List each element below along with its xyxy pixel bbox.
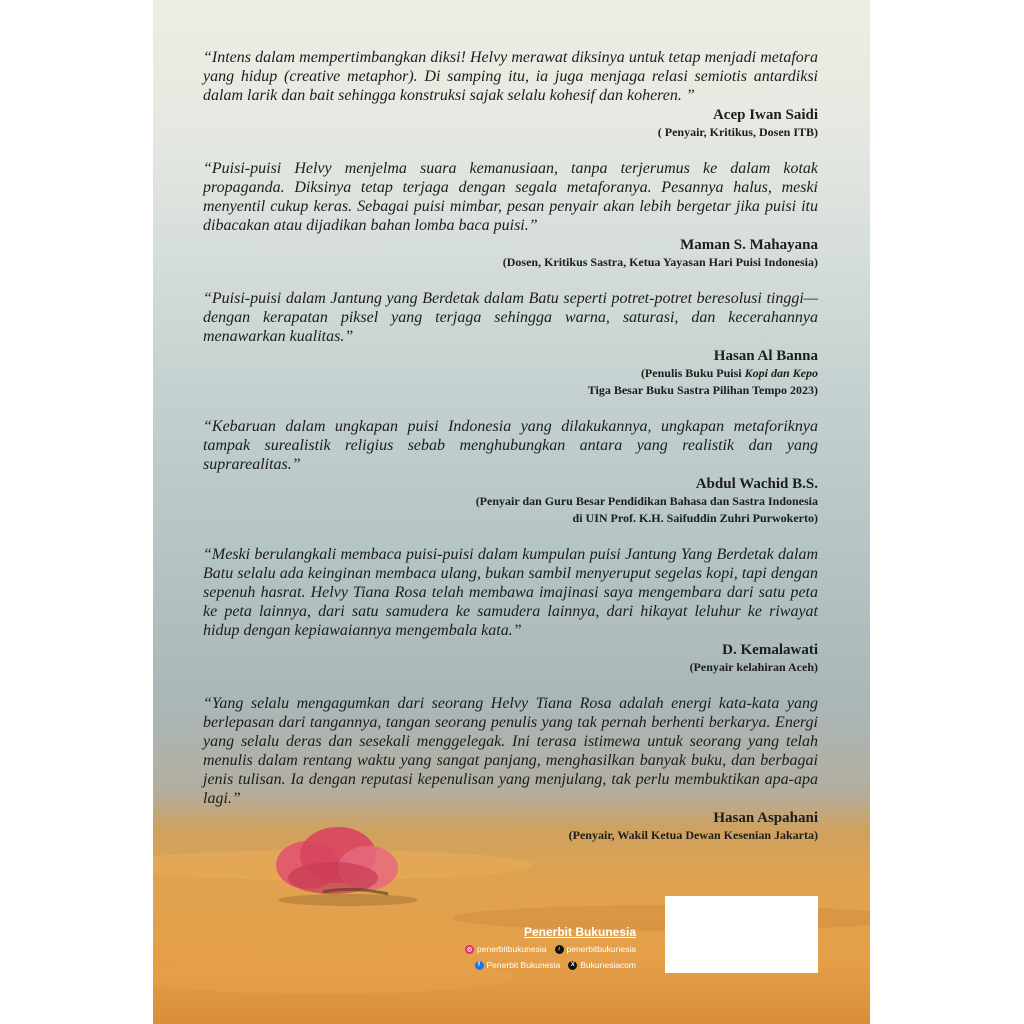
author-role: (Penyair dan Guru Besar Pendidikan Bahasa dan Sastra Indonesia [475, 494, 818, 508]
social-row [448, 944, 636, 954]
instagram-handle: penerbitbukunesia [477, 944, 547, 954]
quote-author: Maman S. Mahayana [680, 237, 818, 253]
author-role: (Penyair, Wakil Ketua Dewan Kesenian Jakarta) [568, 828, 818, 842]
book-title: Kopi dan Kepo [744, 366, 818, 380]
social-row [448, 960, 636, 970]
author-role-line2: Tiga Besar Buku Sastra Pilihan Tempo 2023) [587, 383, 818, 397]
instagram-icon: ◎ [466, 946, 473, 953]
x-handle: Bukunesiacom [580, 960, 636, 970]
x-icon: X [568, 961, 577, 970]
author-role [203, 365, 818, 382]
tiktok-icon: ♪ [555, 945, 564, 954]
testimonials [203, 48, 818, 862]
author-role-line2: di UIN Prof. K.H. Saifuddin Zuhri Purwokerto) [572, 511, 818, 525]
publisher-name[interactable]: Penerbit Bukunesia [523, 925, 636, 939]
quote-author: Acep Iwan Saidi [712, 107, 818, 123]
testimonial [203, 48, 818, 141]
tiktok-handle: penerbitbukunesia [566, 944, 636, 954]
tiktok-link[interactable] [555, 944, 636, 954]
testimonial [203, 417, 818, 527]
quote-text: “Meski berulangkali membaca puisi-puisi dalam kumpulan puisi Jantung Yang Berdetak dalam Batu selalu ada keinginan membaca ulang, bukan sambil menyeruput segelas kopi, tapi dengan sepenuh hasrat. Helvy Tiana Rosa telah membawa imajinasi saya mengembara dari satu peta ke peta lainnya, dari satu samudera ke samudera lainnya, dari hikayat leluhur ke riwayat hidup dengan kepiawaiannya mengembala kata.” [203, 546, 818, 639]
quote-text: “Puisi-puisi dalam Jantung yang Berdetak dalam Batu seperti potret-potret beresolusi tinggi—dengan kerapatan piksel yang terjaga sehingga warna, saturasi, dan kecerahannya menawarkan kualitas.” [203, 290, 818, 345]
quote-author: Hasan Al Banna [713, 348, 818, 364]
author-role-prefix: (Penulis Buku Puisi [640, 366, 745, 380]
x-link[interactable] [568, 960, 636, 970]
barcode-area [665, 896, 818, 973]
quote-author: Abdul Wachid B.S. [695, 476, 818, 492]
facebook-icon: f [475, 961, 484, 970]
facebook-link[interactable] [475, 960, 561, 970]
quote-text: “Puisi-puisi Helvy menjelma suara kemanusiaan, tanpa terjerumus ke dalam kotak propaganda. Diksinya tetap terjaga dengan segala metaforanya. Pesannya halus, meski menyentil cukup keras. Sebagai puisi mimbar, pesan penyair akan lebih bergetar jika puisi itu dibacakan atau dijadikan bahan lomba baca puisi.” [203, 160, 818, 234]
testimonial [203, 289, 818, 399]
quote-author: Hasan Aspahani [713, 810, 818, 826]
author-role: ( Penyair, Kritikus, Dosen ITB) [657, 125, 818, 139]
quote-text: “Intens dalam mempertimbangkan diksi! Helvy merawat diksinya untuk tetap menjadi metafora yang hidup (creative metaphor). Di samping itu, ia juga menjaga relasi semiotis antardiksi dalam larik dan bait sehingga konstruksi sajak selalu kohesif dan koheren. ” [203, 49, 818, 104]
publisher-info [448, 925, 636, 976]
pink-bush-illustration [253, 820, 423, 910]
testimonial [203, 159, 818, 271]
quote-text: “Yang selalu mengagumkan dari seorang Helvy Tiana Rosa adalah energi kata-kata yang berlepasan dari tangannya, tangan seorang penulis yang tak pernah berhenti berkarya. Energi yang selalu deras dan sesekali menggelegak. Ini terasa istimewa untuk seorang yang telah menulis dalam rentang waktu yang sangat panjang, menghasilkan banyak buku, dan berbagai jenis tulisan. Ia dengan reputasi kepenulisan yang menjulang, tak perlu membuktikan apa-apa lagi.” [203, 695, 818, 807]
back-cover [153, 0, 870, 1024]
author-role: (Penyair kelahiran Aceh) [689, 660, 818, 674]
quote-text: “Kebaruan dalam ungkapan puisi Indonesia yang dilakukannya, ungkapan metaforiknya tampak surealistik religius sebab menghubungkan antara yang realistik dan yang suprarealitas.” [203, 418, 818, 473]
quote-author: D. Kemalawati [722, 642, 818, 658]
testimonial [203, 545, 818, 676]
facebook-handle: Penerbit Bukunesia [486, 960, 561, 970]
instagram-link[interactable] [465, 944, 546, 954]
author-role: (Dosen, Kritikus Sastra, Ketua Yayasan Hari Puisi Indonesia) [502, 255, 818, 269]
